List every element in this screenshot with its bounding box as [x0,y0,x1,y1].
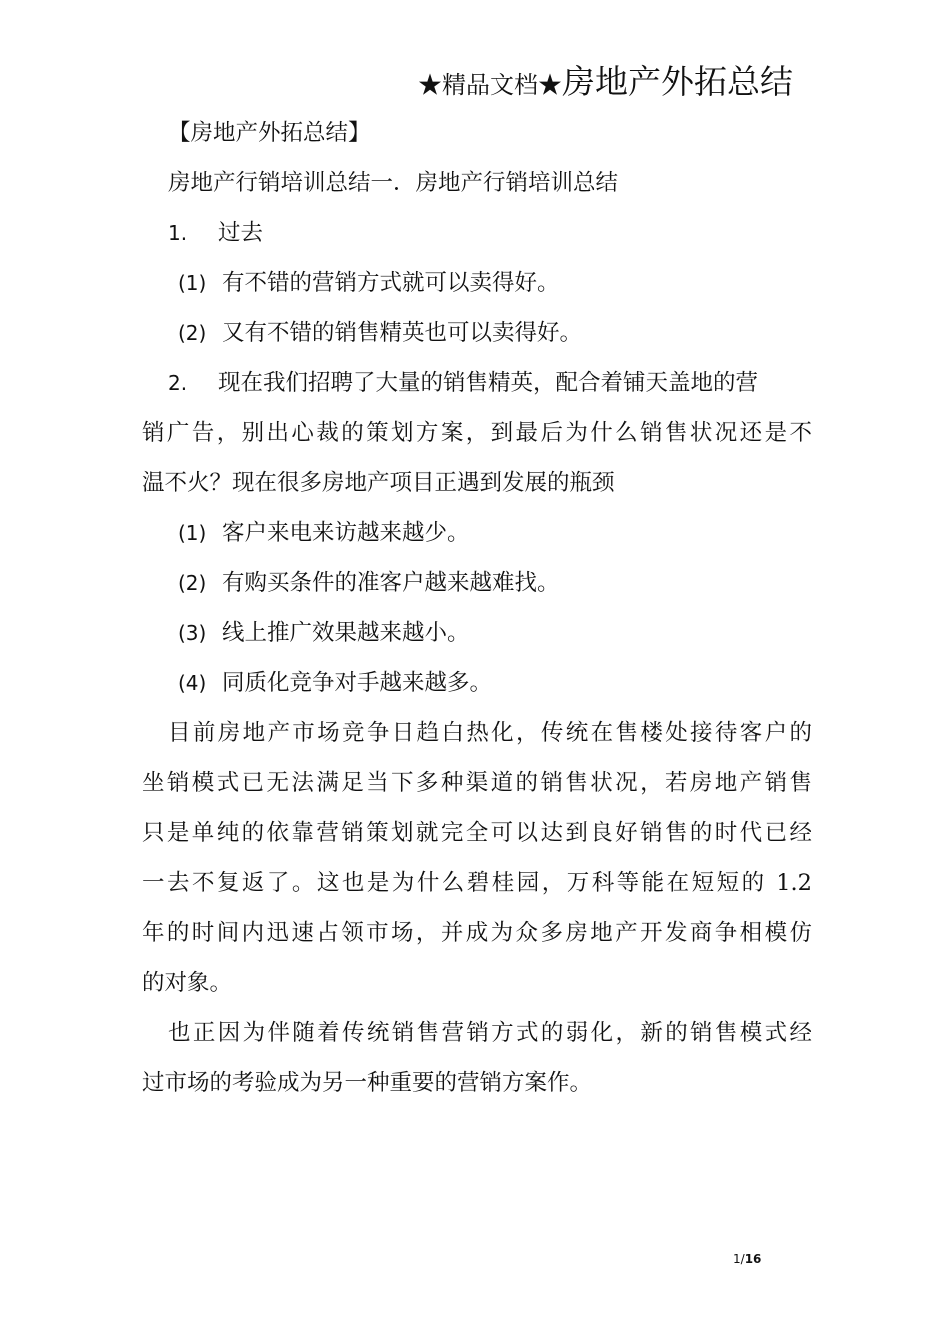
paragraph-line: 销广告，别出心裁的策划方案，到最后为什么销售状况还是不 [142,420,812,446]
sub-item-number: (2) [178,321,207,345]
page-separator: / [740,1252,745,1266]
current-page: 1 [733,1252,741,1266]
sub-item-text: 同质化竞争对手越来越多。 [222,670,493,696]
paragraph-line: 温不火？现在很多房地产项目正遇到发展的瓶颈 [142,470,615,496]
sub-item-2-2 [178,558,848,608]
sub-item-number: (1) [178,521,207,545]
sub-item-number: (2) [178,571,207,595]
sub-item-number: (3) [178,621,207,645]
paragraph-line: 一去不复返了。这也是为什么碧桂园，万科等能在短短的 1.2 [142,870,812,896]
paragraph-line: 的对象。 [142,970,233,996]
sub-item-2-1 [178,508,848,558]
sub-item-text: 有购买条件的准客户越来越难找。 [222,570,560,596]
sub-item-number: (4) [178,671,207,695]
header-brand: ★精品文档★ [418,71,562,99]
list-number: 1. [168,221,188,245]
document-header [418,56,793,103]
list-number: 2. [168,371,188,395]
list-item-1 [168,208,838,258]
total-pages: 16 [744,1252,762,1266]
paragraph-subtitle: 房地产行销培训总结一．房地产行销培训总结 [168,170,619,196]
list-text: 过去 [218,220,264,246]
doc-title: 【房地产外拓总结】 [168,120,371,146]
sub-item-2-3 [178,608,848,658]
sub-item-number: (1) [178,271,207,295]
paragraph-line: 目前房地产市场竞争日趋白热化，传统在售楼处接待客户的 [168,720,812,746]
paragraph-line: 过市场的考验成为另一种重要的营销方案作。 [142,1070,593,1096]
list-text: 现在我们招聘了大量的销售精英，配合着铺天盖地的营 [218,370,759,396]
paragraph-line: 只是单纯的依靠营销策划就完全可以达到良好销售的时代已经 [142,820,812,846]
paragraph-line: 也正因为伴随着传统销售营销方式的弱化，新的销售模式经 [168,1020,812,1046]
header-title: 房地产外拓总结 [562,62,793,101]
sub-item-text: 又有不错的销售精英也可以卖得好。 [222,320,583,346]
paragraph-line: 年的时间内迅速占领市场，并成为众多房地产开发商争相模仿 [142,920,812,946]
sub-item-1-2 [178,308,848,358]
sub-item-1-1 [178,258,848,308]
sub-item-text: 线上推广效果越来越小。 [222,620,470,646]
page-number [733,1252,761,1266]
sub-item-text: 有不错的营销方式就可以卖得好。 [222,270,560,296]
list-item-2 [168,358,838,408]
sub-item-2-4 [178,658,848,708]
sub-item-text: 客户来电来访越来越少。 [222,520,470,546]
paragraph-line: 坐销模式已无法满足当下多种渠道的销售状况，若房地产销售 [142,770,812,796]
